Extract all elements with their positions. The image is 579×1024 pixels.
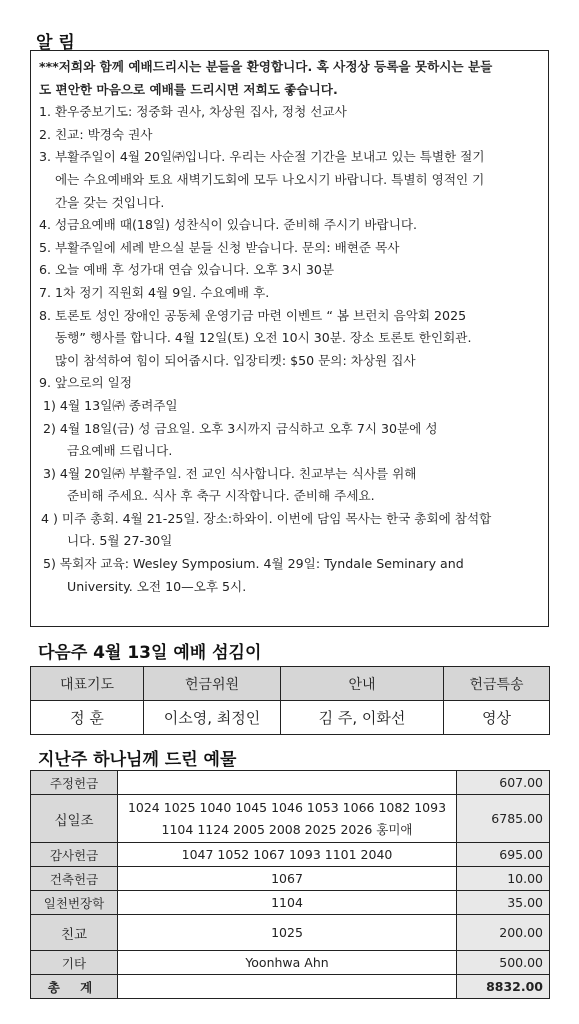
names-cell: Yoonhwa Ahn (118, 951, 457, 975)
header-cell: 헌금특송 (444, 667, 550, 701)
value-cell: 영상 (444, 701, 550, 735)
notice-line: 많이 참석하여 힘이 되어줍시다. 입장티켓: $50 문의: 차상원 집사 (55, 352, 416, 368)
category-cell: 기타 (31, 951, 118, 975)
notice-line: 에는 수요예배와 토요 새벽기도회에 모두 나오시기 바랍니다. 특별히 영적인 기 (55, 171, 485, 187)
notice-line: 8. 토론토 성인 장애인 공동체 운영기금 마련 이벤트 “ 봄 브런치 음악회 2025 (39, 307, 467, 323)
offering-table (30, 770, 550, 999)
amount-cell: 35.00 (457, 891, 550, 915)
servants-table (30, 666, 550, 735)
notice-line: 3. 부활주일이 4월 20일㈜입니다. 우리는 사순절 기간을 보내고 있는 특별한 절기 (39, 149, 485, 165)
names-line: 1024 1025 1040 1045 1046 1053 1066 1082 1093 (127, 799, 447, 815)
amount-cell: 500.00 (457, 951, 550, 975)
category-cell: 십일조 (31, 795, 118, 843)
notice-line: 5) 목회자 교육: Wesley Symposium. 4월 29일: Tyndale Seminary and (43, 556, 464, 572)
value-cell: 이소영, 최정인 (144, 701, 281, 735)
names-cell: 1025 (118, 915, 457, 951)
notice-line: 2. 친교: 박경숙 권사 (39, 126, 153, 142)
notice-line: 동행” 행사를 합니다. 4월 12일(토) 오전 10시 30분. 장소 토론토 한인회관. (55, 330, 472, 346)
header-cell: 헌금위원 (144, 667, 281, 701)
header-cell: 대표기도 (31, 667, 144, 701)
service-title: 다음주 4월 13일 예배 섬김이 (38, 643, 262, 663)
names-cell (118, 795, 457, 843)
names-cell (118, 771, 457, 795)
category-cell: 감사헌금 (31, 843, 118, 867)
notice-line: 니다. 5월 27-30일 (67, 533, 173, 549)
value-cell: 정 훈 (31, 701, 144, 735)
notice-line: 2) 4월 18일(금) 성 금요일. 오후 3시까지 금식하고 오후 7시 30분에 성 (43, 420, 438, 436)
amount-cell: 695.00 (457, 843, 550, 867)
notice-title: 알 림 (36, 33, 75, 53)
notice-line: 1) 4월 13일㈜ 종려주일 (43, 397, 178, 413)
total-label: 총 계 (31, 975, 118, 999)
total-names-cell (118, 975, 457, 999)
notice-line: 7. 1차 정기 직원회 4월 9일. 수요예배 후. (39, 284, 270, 300)
total-amount: 8832.00 (457, 975, 550, 999)
amount-cell: 607.00 (457, 771, 550, 795)
notice-line: 9. 앞으로의 일정 (39, 375, 133, 391)
names-cell: 1067 (118, 867, 457, 891)
amount-cell: 10.00 (457, 867, 550, 891)
amount-cell: 6785.00 (457, 795, 550, 843)
category-cell: 일천번장학 (31, 891, 118, 915)
notice-line: 간을 갖는 것입니다. (55, 194, 165, 210)
notice-line: 5. 부활주일에 세례 받으실 분들 신청 받습니다. 문의: 배현준 목사 (39, 239, 400, 255)
offering-title: 지난주 하나님께 드린 예물 (38, 750, 237, 770)
value-cell: 김 주, 이화선 (281, 701, 444, 735)
notice-line: 준비해 주세요. 식사 후 축구 시작합니다. 준비해 주세요. (67, 488, 375, 504)
category-cell: 건축헌금 (31, 867, 118, 891)
names-cell: 1104 (118, 891, 457, 915)
notice-box (30, 50, 549, 627)
names-cell: 1047 1052 1067 1093 1101 2040 (118, 843, 457, 867)
notice-line: University. 오전 10—오후 5시. (67, 578, 247, 594)
notice-line: ***저희와 함께 예배드리시는 분들을 환영합니다. 혹 사정상 등록을 못하시는 분들 (39, 59, 493, 74)
notice-line: 3) 4월 20일㈜ 부활주일. 전 교인 식사합니다. 친교부는 식사를 위해 (43, 465, 417, 481)
notice-line: 6. 오늘 예배 후 성가대 연습 있습니다. 오후 3시 30분 (39, 262, 335, 278)
amount-cell: 200.00 (457, 915, 550, 951)
header-cell: 안내 (281, 667, 444, 701)
notice-line: 1. 환우중보기도: 정중화 권사, 차상원 집사, 정청 선교사 (39, 104, 347, 120)
category-cell: 친교 (31, 915, 118, 951)
category-cell: 주정헌금 (31, 771, 118, 795)
notice-line: 4. 성금요예배 때(18일) 성찬식이 있습니다. 준비해 주시기 바랍니다. (39, 217, 418, 233)
notice-line: 4 ) 미주 총회. 4월 21-25일. 장소:하와이. 이번에 담임 목사는 한국 총회에 참석합 (41, 510, 492, 526)
notice-line: 금요예배 드립니다. (67, 443, 173, 459)
notice-line: 도 편안한 마음으로 예배를 드리시면 저희도 좋습니다. (39, 81, 338, 97)
names-line: 1104 1124 2005 2008 2025 2026 홍미애 (161, 821, 413, 837)
